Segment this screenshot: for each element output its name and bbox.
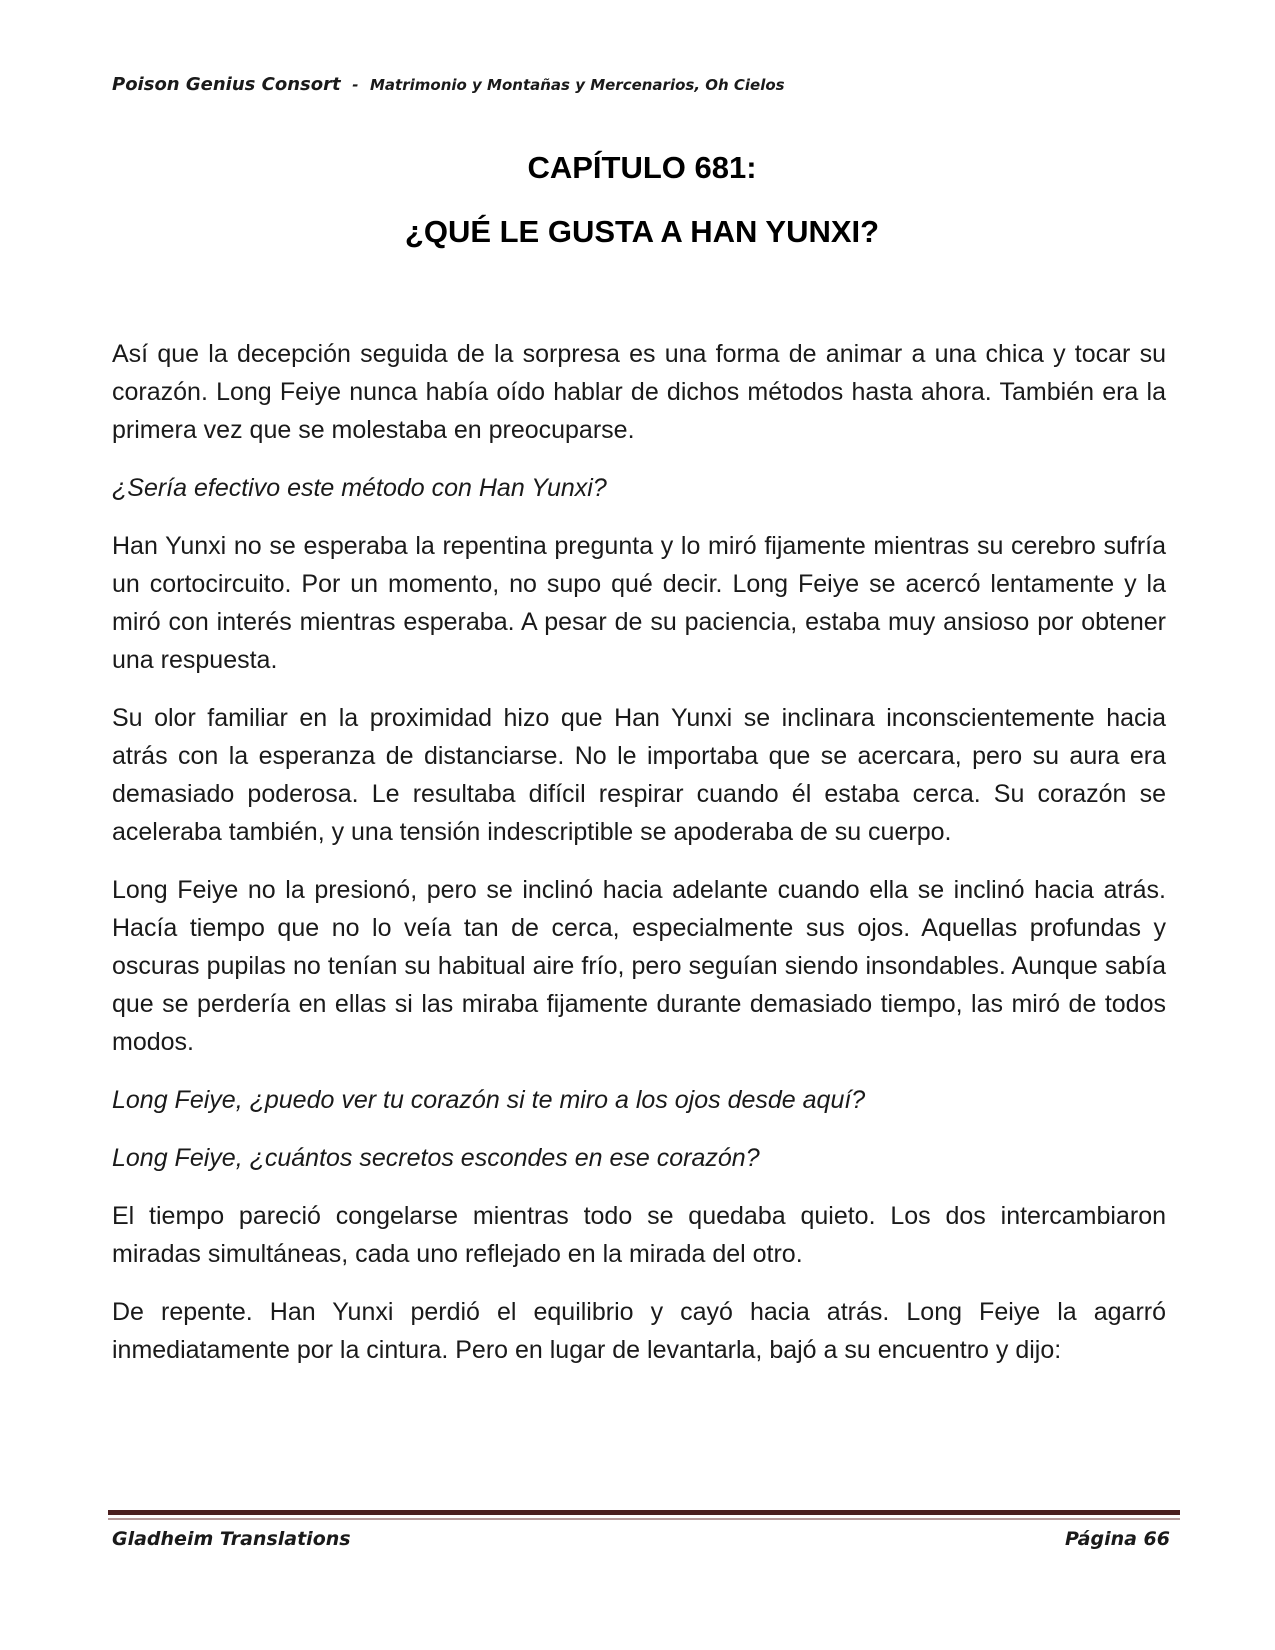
paragraph: De repente. Han Yunxi perdió el equilibrio y cayó hacia atrás. Long Feiye la agarró inmediatamente por la cintura. Pero en lugar de levantarla, bajó a su encuentro y dijo: [112,1298,1166,1364]
paragraph-italic: ¿Sería efectivo este método con Han Yunxi? [112,474,607,502]
footer-rule-thin [108,1518,1180,1520]
paragraph-italic: Long Feiye, ¿cuántos secretos escondes en ese corazón? [112,1144,760,1172]
paragraph: Su olor familiar en la proximidad hizo que Han Yunxi se inclinara inconscientemente hacia atrás con la esperanza de distanciarse. No le importaba que se acercara, pero su aura era demasiado poderosa. Le resultaba difícil respirar cuando él estaba cerca. Su corazón se aceleraba también, y una tensión indescriptible se apoderaba de su cuerpo. [112,704,1166,846]
paragraph: Long Feiye no la presionó, pero se inclinó hacia adelante cuando ella se inclinó hacia atrás. Hacía tiempo que no lo veía tan de cerca, especialmente sus ojos. Aquellas profundas y oscuras pupilas no tenían su habitual aire frío, pero seguían siendo insondables. Aunque sabía que se perdería en ellas si las miraba fijamente durante demasiado tiempo, las miró de todos modos. [112,876,1166,1056]
paragraph: Así que la decepción seguida de la sorpresa es una forma de animar a una chica y tocar su corazón. Long Feiye nunca había oído hablar de dichos métodos hasta ahora. También era la primera vez que se molestaba en preocuparse. [112,340,1166,444]
volume-title: Matrimonio y Montañas y Mercenarios, Oh Cielos [370,76,785,94]
book-title: Poison Genius Consort [112,74,341,95]
chapter-body [112,335,1166,1389]
paragraph: Han Yunxi no se esperaba la repentina pregunta y lo miró fijamente mientras su cerebro sufría un cortocircuito. Por un momento, no supo qué decir. Long Feiye se acercó lentamente y la miró con interés mientras esperaba. A pesar de su paciencia, estaba muy ansioso por obtener una respuesta. [112,532,1166,674]
footer-rule [108,1510,1180,1515]
chapter-title: ¿QUÉ LE GUSTA A HAN YUNXI? [404,214,880,249]
running-header [112,74,1172,95]
footer-translator: Gladheim Translations [112,1528,351,1550]
header-separator: - [352,76,359,94]
chapter-number: CAPÍTULO 681: [527,150,757,185]
paragraph: El tiempo pareció congelarse mientras todo se quedaba quieto. Los dos intercambiaron miradas simultáneas, cada uno reflejado en la mirada del otro. [112,1202,1166,1268]
footer-page-number: Página 66 [1064,1528,1170,1550]
paragraph-italic: Long Feiye, ¿puedo ver tu corazón si te miro a los ojos desde aquí? [112,1086,866,1114]
